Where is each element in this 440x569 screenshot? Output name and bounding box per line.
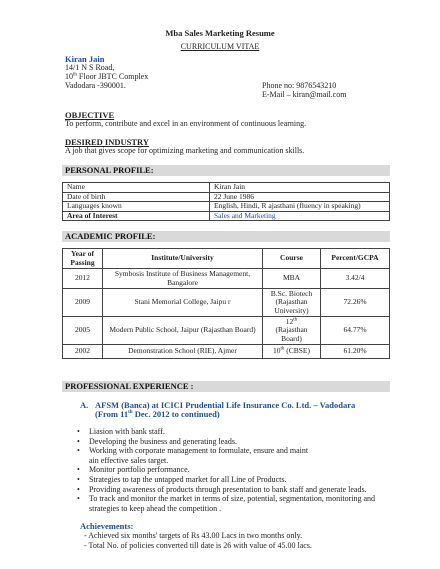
- personal-label: Languages known: [63, 202, 210, 212]
- course-cell: 10th (CBSE): [263, 345, 321, 359]
- column-header: Institute/University: [103, 249, 263, 269]
- year-cell: 2005: [63, 317, 103, 345]
- phone-number: Phone no: 9876543210: [262, 81, 337, 90]
- professional-experience-heading: PROFESSIONAL EXPERIENCE :: [65, 381, 194, 391]
- year-cell: 2012: [63, 269, 103, 289]
- academic-profile-band: [62, 231, 390, 242]
- table-row: [63, 269, 390, 289]
- achievements-heading: Achievements:: [80, 521, 134, 531]
- list-item: • Providing awareness of products through presentation to bank staff and generate leads.: [75, 485, 395, 495]
- personal-label: Area of Interest: [63, 211, 210, 221]
- list-item: • Working with corporate management to formulate, ensure and maint ain effective sales target.: [75, 446, 319, 465]
- resume-title: Mba Sales Marketing Resume: [165, 28, 275, 38]
- address-line-1: 14/1 N S Road,: [65, 63, 115, 72]
- table-row: [63, 183, 390, 193]
- personal-label: Name: [63, 183, 210, 193]
- personal-label: Date of birth: [63, 192, 210, 202]
- list-item: • Strategies to tap the untapped market for all Line of Products.: [75, 475, 395, 485]
- academic-profile-heading: ACADEMIC PROFILE:: [65, 231, 156, 241]
- table-row: [63, 317, 390, 345]
- industry-text: A job that gives scope for optimizing marketing and communication skills.: [65, 146, 305, 155]
- list-item: • Liasion with bank staff.: [75, 427, 395, 437]
- table-row: [63, 289, 390, 317]
- table-row: [63, 202, 390, 212]
- objective-heading: OBJECTIVE: [65, 110, 115, 120]
- list-item: • Developing the business and generating leads.: [75, 437, 395, 447]
- professional-experience-band: [62, 381, 390, 392]
- personal-value: Sales and Marketing: [210, 211, 390, 221]
- responsibility-list: [75, 427, 395, 513]
- course-cell: MBA: [263, 269, 321, 289]
- employment-period: (From 11th Dec. 2012 to continued): [95, 409, 220, 419]
- personal-value: Kiran Jain: [210, 183, 390, 193]
- experience-marker: A.: [80, 400, 89, 410]
- course-cell: B.Sc. Biotech (Rajasthan University): [263, 289, 321, 317]
- institute-cell: Stani Memorial College, Jaipu r: [103, 289, 263, 317]
- industry-heading: DESIRED INDUSTRY: [65, 137, 150, 147]
- year-cell: 2009: [63, 289, 103, 317]
- institute-cell: Modern Public School, Jaipur (Rajasthan Board): [103, 317, 263, 345]
- table-row: [63, 345, 390, 359]
- score-cell: 72.26%: [321, 289, 390, 317]
- achievement-item: - Total No. of policies converted till date is 26 with value of 45.00 lacs.: [84, 541, 312, 550]
- institute-cell: Symbosis Institute of Business Management, Bangalore: [103, 269, 263, 289]
- list-item: • Monitor portfolio performance.: [75, 465, 395, 475]
- candidate-name: Kiran Jain: [65, 54, 105, 64]
- table-row: [63, 211, 390, 221]
- list-item: • To track and monitor the market in terms of size, potential, segmentation, monitoring and strategies to keep ahead the competition .: [75, 494, 389, 513]
- course-cell: 12th (Rajasthan Board): [263, 317, 321, 345]
- score-cell: 64.77%: [321, 317, 390, 345]
- year-cell: 2002: [63, 345, 103, 359]
- column-header: Course: [263, 249, 321, 269]
- objective-text: To perform, contribute and excel in an environment of continuous learning.: [65, 119, 307, 128]
- company-name: AFSM (Banca) at ICICI Prudential Life Insurance Co. Ltd. – Vadodara: [95, 400, 356, 410]
- personal-value: English, Hindi, R ajasthani (fluency in speaking): [210, 202, 390, 212]
- table-header-row: [63, 249, 390, 269]
- score-cell: 3.42/4: [321, 269, 390, 289]
- institute-cell: Demonstration School (RIE), Ajmer: [103, 345, 263, 359]
- score-cell: 61.20%: [321, 345, 390, 359]
- column-header: Percent/GCPA: [321, 249, 390, 269]
- personal-profile-table: [62, 182, 390, 221]
- resume-subtitle: CURRICULUM VITAE: [180, 42, 260, 51]
- academic-profile-table: [62, 248, 390, 359]
- column-header: Year of Passing: [63, 249, 103, 269]
- personal-profile-band: [62, 165, 390, 176]
- achievement-item: - Achieved six months' targets of Rs 43.00 Lacs in two months only.: [84, 531, 303, 540]
- email-address: E-Mail – kiran@mail.com: [262, 90, 347, 99]
- address-line-3: Vadodara -390001.: [65, 81, 126, 90]
- address-line-2: 10th Floor JBTC Complex: [65, 72, 149, 81]
- personal-value: 22 June 1986: [210, 192, 390, 202]
- personal-profile-heading: PERSONAL PROFILE:: [65, 165, 154, 175]
